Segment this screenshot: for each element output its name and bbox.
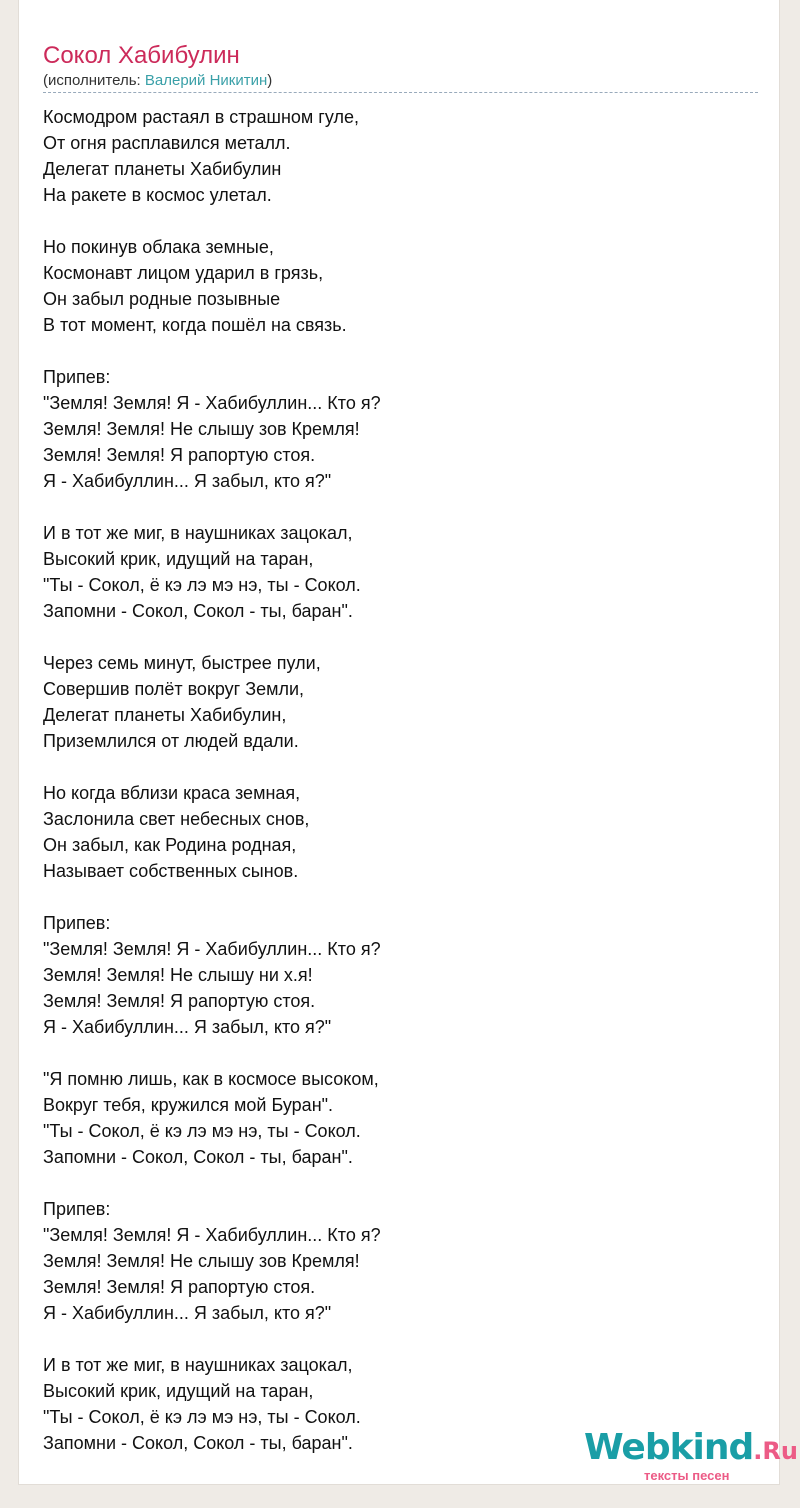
lyric-line: Я - Хабибуллин... Я забыл, кто я?"	[43, 471, 332, 491]
lyric-line: Высокий крик, идущий на таран,	[43, 549, 314, 569]
lyric-line: Делегат планеты Хабибулин,	[43, 705, 287, 725]
artist-line	[43, 72, 758, 93]
lyric-line: Совершив полёт вокруг Земли,	[43, 679, 305, 699]
lyric-line: На ракете в космос улетал.	[43, 185, 272, 205]
logo-wordmark	[584, 1427, 798, 1468]
lyric-line: Земля! Земля! Не слышу ни х.я!	[43, 965, 313, 985]
lyric-line: Припев:	[43, 913, 111, 933]
lyric-line: Он забыл родные позывные	[43, 289, 281, 309]
stanza	[43, 234, 381, 338]
artist-prefix: (исполнитель:	[43, 72, 145, 89]
lyric-line: "Я помню лишь, как в космосе высоком,	[43, 1069, 379, 1089]
lyric-line: Земля! Земля! Не слышу зов Кремля!	[43, 419, 360, 439]
lyric-line: Но покинув облака земные,	[43, 237, 274, 257]
lyric-line: Земля! Земля! Я рапортую стоя.	[43, 445, 316, 465]
lyrics	[43, 104, 381, 1482]
stanza	[43, 520, 381, 624]
lyric-line: Припев:	[43, 1199, 111, 1219]
song-title: Сокол Хабибулин	[43, 42, 240, 69]
stanza	[43, 1352, 381, 1456]
stanza	[43, 780, 381, 884]
lyric-line: "Земля! Земля! Я - Хабибуллин... Кто я?	[43, 939, 381, 959]
lyric-line: "Ты - Сокол, ё кэ лэ мэ нэ, ты - Сокол.	[43, 1407, 361, 1427]
stanza	[43, 364, 381, 494]
lyric-line: Земля! Земля! Не слышу зов Кремля!	[43, 1251, 360, 1271]
artist-link[interactable]: Валерий Никитин	[144, 72, 268, 89]
stanza	[43, 910, 381, 1040]
lyric-line: Запомни - Сокол, Сокол - ты, баран".	[43, 601, 353, 621]
stanza	[43, 104, 381, 208]
lyric-line: "Ты - Сокол, ё кэ лэ мэ нэ, ты - Сокол.	[43, 1121, 361, 1141]
lyric-line: "Ты - Сокол, ё кэ лэ мэ нэ, ты - Сокол.	[43, 575, 361, 595]
lyric-line: Я - Хабибуллин... Я забыл, кто я?"	[43, 1017, 332, 1037]
lyric-line: Земля! Земля! Я рапортую стоя.	[43, 991, 316, 1011]
stanza	[43, 1196, 381, 1326]
lyric-line: Через семь минут, быстрее пули,	[43, 653, 321, 673]
lyric-line: Но когда вблизи краса земная,	[43, 783, 301, 803]
lyric-line: Припев:	[43, 367, 111, 387]
lyric-line: "Земля! Земля! Я - Хабибуллин... Кто я?	[43, 393, 381, 413]
lyric-line: "Земля! Земля! Я - Хабибуллин... Кто я?	[43, 1225, 381, 1245]
lyric-line: Высокий крик, идущий на таран,	[43, 1381, 314, 1401]
lyric-line: Называет собственных сынов.	[43, 861, 299, 881]
logo-name: Webkind	[584, 1427, 754, 1468]
lyric-line: В тот момент, когда пошёл на связь.	[43, 315, 347, 335]
stanza	[43, 650, 381, 754]
lyric-line: И в тот же миг, в наушниках зацокал,	[43, 1355, 353, 1375]
stanza	[43, 1066, 381, 1170]
lyric-line: Космонавт лицом ударил в грязь,	[43, 263, 324, 283]
lyric-line: Он забыл, как Родина родная,	[43, 835, 297, 855]
lyric-line: Космодром растаял в страшном гуле,	[43, 107, 359, 127]
logo-tld: .Ru	[753, 1437, 798, 1465]
lyric-line: От огня расплавился металл.	[43, 133, 291, 153]
lyric-line: Приземлился от людей вдали.	[43, 731, 299, 751]
lyric-line: Делегат планеты Хабибулин	[43, 159, 282, 179]
artist-suffix: )	[267, 72, 273, 89]
webkind-logo[interactable]	[584, 1427, 798, 1484]
lyric-line: Я - Хабибуллин... Я забыл, кто я?"	[43, 1303, 332, 1323]
lyric-line: И в тот же миг, в наушниках зацокал,	[43, 523, 353, 543]
lyric-line: Запомни - Сокол, Сокол - ты, баран".	[43, 1433, 353, 1453]
lyric-line: Заслонила свет небесных снов,	[43, 809, 310, 829]
lyric-line: Запомни - Сокол, Сокол - ты, баран".	[43, 1147, 353, 1167]
logo-tagline: тексты песен	[644, 1468, 730, 1483]
lyric-line: Земля! Земля! Я рапортую стоя.	[43, 1277, 316, 1297]
lyric-line: Вокруг тебя, кружился мой Буран".	[43, 1095, 334, 1115]
